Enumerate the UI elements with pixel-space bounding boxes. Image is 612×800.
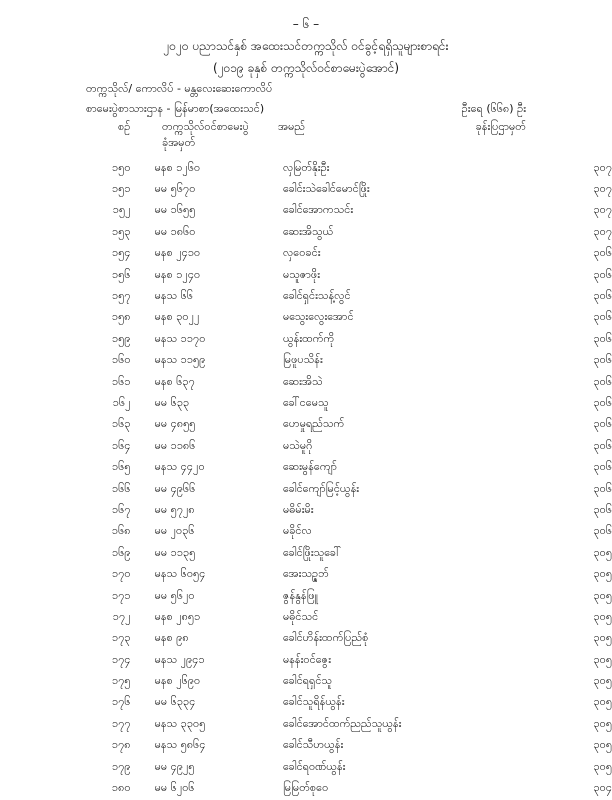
score: ၃၀၅ <box>593 567 612 581</box>
registration-number: မမ ၅၇၂၈ <box>154 502 195 516</box>
score: ၃၀၇ <box>593 203 612 217</box>
student-name: ခေါင်သူရိန်ယွန်း <box>282 695 345 709</box>
score: ၃၀၄ <box>593 781 612 795</box>
row-number: ၁၆၇ <box>112 502 131 516</box>
table-row <box>0 564 612 585</box>
registration-number: မနစ ၃၀၂၂ <box>154 310 200 324</box>
row-number: ၁၇၃ <box>112 631 131 645</box>
score: ၃၀၅ <box>593 609 612 623</box>
score: ၃၀၅ <box>593 652 612 666</box>
student-name: ခေါင်ရရှင်သူ <box>282 674 333 688</box>
row-number: ၁၆၈ <box>111 524 131 538</box>
row-number: ၁၅၉ <box>112 331 131 345</box>
student-name: ယွန်းထက်ကို <box>282 331 335 345</box>
student-name: မြမြတ်စုဝေ <box>282 781 329 795</box>
student-name: ခေါင်ဟိန်းထက်ပြည်စုံ <box>282 631 369 645</box>
registration-number: မမ ၅၆၇၀ <box>154 182 196 196</box>
row-number: ၁၅၁ <box>112 182 131 196</box>
row-number: ၁၅၃ <box>112 224 131 238</box>
score: ၃၀၅ <box>593 716 612 730</box>
row-number: ၁၅၄ <box>112 246 131 260</box>
row-number: ၁၅၀ <box>112 160 131 174</box>
score: ၃၀၆ <box>593 460 612 474</box>
registration-number: မမ ၆၃၃၄ <box>154 695 196 709</box>
university-line: တက္ကသိုလ်/ ကောလိပ် - မန္တလေးဆေးကောလိပ် <box>86 82 273 95</box>
score: ၃၀၅ <box>593 631 612 645</box>
student-name: ဇွန်နွန်ဖြူ <box>282 588 318 602</box>
row-number: ၁၆၄ <box>112 438 131 452</box>
table-row <box>0 222 612 243</box>
table-row <box>0 736 612 757</box>
table-row <box>0 436 612 457</box>
table-row <box>0 586 612 607</box>
table-row <box>0 457 612 478</box>
registration-number: မမ ၆၃၃ <box>154 395 190 409</box>
student-name: ဆေးမွန်ကျော် <box>282 460 337 474</box>
row-number: ၁၆၆ <box>112 481 131 495</box>
student-name: မဓိုင်သင် <box>282 609 319 623</box>
row-number: ၁၅၈ <box>111 310 131 324</box>
exam-center-line: စာမေးပွဲစာသားဌာန - မြန်မာစာ(အထေးသင်) <box>86 102 265 115</box>
student-name: ခေါင်ရဝဏ်ယွန်း <box>282 759 346 773</box>
score: ၃၀၆ <box>593 331 612 345</box>
table-row <box>0 778 612 799</box>
header-name: အမည် <box>278 120 306 133</box>
table-row <box>0 372 612 393</box>
score: ၃၀၆ <box>593 353 612 367</box>
registration-number: မနသ ၆၀၅၄ <box>154 567 206 581</box>
document-subtitle: (၂၀၁၉ ခုနှစ် တက္ကသိုလ်ဝင်စာမေးပွဲအောင်) <box>212 61 400 75</box>
student-name: မသူဇာဖိုး <box>282 267 321 281</box>
row-number: ၁၆၅ <box>112 460 131 474</box>
registration-number: မနသ ၁၁၇၀ <box>154 331 206 345</box>
registration-number: မနစ ၁၂၆၀ <box>154 160 201 174</box>
row-number: ၁၇၆ <box>112 695 131 709</box>
row-number: ၁၇၀ <box>112 567 131 581</box>
row-number: ၁၅၂ <box>112 203 131 217</box>
student-name: ခေါင်သီဟယွန်း <box>282 738 344 752</box>
row-number: ၁၇၅ <box>112 674 131 688</box>
score: ၃၀၆ <box>593 524 612 538</box>
row-number: ၁၇၈ <box>111 738 131 752</box>
score: ၃၀၆ <box>593 267 612 281</box>
score: ၃၀၅ <box>593 738 612 752</box>
student-name: ဟေမှုရည်သက် <box>282 417 345 431</box>
registration-number: မနသ ၃၃၀၅ <box>154 716 206 730</box>
table-row <box>0 351 612 372</box>
table-row <box>0 415 612 436</box>
registration-number: မမ ၁၁၈၆ <box>154 438 196 452</box>
results-table-body <box>0 158 612 800</box>
score: ၃၀၇ <box>593 224 612 238</box>
table-row <box>0 265 612 286</box>
score: ၃၀၅ <box>593 588 612 602</box>
student-name: မဓိမ်းမိး <box>282 502 314 516</box>
header-reg: တက္ကသိုလ်ဝင်စာမေးပွဲ <box>162 120 249 133</box>
student-name: မသွေးလွေးအောင် <box>282 310 354 324</box>
registration-number: မမ ၁၆၅၅ <box>154 203 196 217</box>
score: ၃၀၆ <box>593 502 612 516</box>
student-name: ခေါ်ငမေသူ <box>282 395 329 409</box>
table-row <box>0 714 612 735</box>
table-row <box>0 500 612 521</box>
row-number: ၁၆၀ <box>112 353 131 367</box>
student-name: ခေါင်ကျော်မြင့်ယွန်း <box>282 481 360 495</box>
registration-number: မမ ၄၉၆၆ <box>154 481 196 495</box>
registration-number: မနစ ၉၈ <box>154 631 189 645</box>
header-reg-sub: ခုံအမှတ် <box>162 136 196 149</box>
student-name: မနန်းဝင်ဇွေး <box>282 652 332 666</box>
total-count-line: ဦးရေ (၆၆၈) ဦး <box>461 102 526 115</box>
student-name: ဆေးအိသဲ <box>282 374 323 388</box>
registration-number: မနစ ၂၈၅၁ <box>154 609 201 623</box>
student-name: ဆေးအိသွယ် <box>282 224 334 238</box>
row-number: ၁၇၇ <box>112 716 131 730</box>
student-name: ခေါင်ရှင်းသန့်လွင် <box>282 289 351 303</box>
table-row <box>0 693 612 714</box>
registration-number: မမ ၅၆၂၀ <box>154 588 195 602</box>
row-number: ၁၆၁ <box>112 374 131 388</box>
table-row <box>0 158 612 179</box>
registration-number: မနသ ၄၄၂၀ <box>154 460 205 474</box>
registration-number: မနစ ၂၄၁၀ <box>154 246 201 260</box>
score: ၃၀၇ <box>593 182 612 196</box>
table-row <box>0 757 612 778</box>
score: ၃၀၇ <box>593 160 612 174</box>
row-number: ၁၅၆ <box>112 267 131 281</box>
table-row <box>0 629 612 650</box>
row-number: ၁၇၉ <box>112 759 131 773</box>
table-row <box>0 650 612 671</box>
row-number: ၁၆၃ <box>112 417 131 431</box>
score: ၃၀၅ <box>593 674 612 688</box>
student-name: ခေါင်အောကသင်း <box>282 203 354 217</box>
student-name: မြဖူပသိန်း <box>282 353 323 367</box>
table-row <box>0 201 612 222</box>
registration-number: မနသ ၆၆ <box>154 289 194 303</box>
student-name: အေးသဉ္ဇဘ် <box>282 567 329 581</box>
results-table <box>0 158 612 800</box>
table-row <box>0 522 612 543</box>
table-row <box>0 329 612 350</box>
registration-number: မမ ၁၈၆၀ <box>154 224 196 238</box>
row-number: ၁၈၀ <box>111 781 131 795</box>
row-number: ၁၇၂ <box>112 609 131 623</box>
row-number: ၁၆၉ <box>112 545 131 559</box>
registration-number: မနသ ၂၉၄၁ <box>154 652 205 666</box>
score: ၃၀၆ <box>593 395 612 409</box>
table-row <box>0 543 612 564</box>
table-row <box>0 393 612 414</box>
score: ၃၀၅ <box>593 759 612 773</box>
row-number: ၁၇၄ <box>112 652 131 666</box>
table-row <box>0 286 612 307</box>
score: ၃၀၅ <box>593 545 612 559</box>
registration-number: မမ ၂၀၃၆ <box>154 524 195 538</box>
score: ၃၀၆ <box>593 417 612 431</box>
score: ၃၀၆ <box>593 246 612 260</box>
registration-number: မနစ ၂၆၉၀ <box>154 674 201 688</box>
table-row <box>0 607 612 628</box>
row-number: ၁၅၇ <box>112 289 131 303</box>
registration-number: မမ ၄၉၂၅ <box>154 759 195 773</box>
row-number: ၁၆၂ <box>112 395 131 409</box>
registration-number: မနသ ၁၁၅၉ <box>154 353 206 367</box>
registration-number: မနစ ၁၂၄၀ <box>154 267 201 281</box>
score: ၃၀၆ <box>593 374 612 388</box>
registration-number: မမ ၆၂၀၆ <box>154 781 195 795</box>
student-name: မသဲမူဂို <box>282 438 313 452</box>
score: ၃၀၅ <box>593 695 612 709</box>
header-no: စဉ် <box>118 120 131 133</box>
table-row <box>0 479 612 500</box>
student-name: ခေါင်အောင်ထက်ညည်သူယွန်း <box>282 716 402 730</box>
student-name: လှဝေခင်း <box>282 246 321 260</box>
registration-number: မနသ ၅၈၆၄ <box>154 738 206 752</box>
score: ၃၀၆ <box>593 310 612 324</box>
student-name: ခေါင်ဖြိုးသူခေါ် <box>282 545 341 559</box>
table-row <box>0 671 612 692</box>
student-name: လှမြတ်နိုးဦး <box>282 160 330 174</box>
score: ၃၀၆ <box>593 438 612 452</box>
score: ၃၀၆ <box>593 481 612 495</box>
page-number: – ၆ – <box>292 17 320 31</box>
row-number: ၁၇၁ <box>112 588 131 602</box>
student-name: ခေါင်းသဲခေါင်မောင်ဖြိုး <box>282 182 370 196</box>
header-score: ခုန်းပြဌာမှတ် <box>475 120 526 133</box>
registration-number: မမ ၄၈၅၅ <box>154 417 196 431</box>
score: ၃၀၆ <box>593 289 612 303</box>
registration-number: မနစ ၆၃၇ <box>154 374 195 388</box>
document-title: ၂၀၂၀ ပညာသင်နှစ် အထေးသင်တက္ကသိုလ် ဝင်ခွင့်ရရှိသူများစာရင်း <box>163 39 449 53</box>
table-row <box>0 308 612 329</box>
registration-number: မမ ၁၁၃၅ <box>154 545 196 559</box>
table-row <box>0 244 612 265</box>
table-row <box>0 179 612 200</box>
student-name: မခိုင်လ <box>282 524 312 538</box>
